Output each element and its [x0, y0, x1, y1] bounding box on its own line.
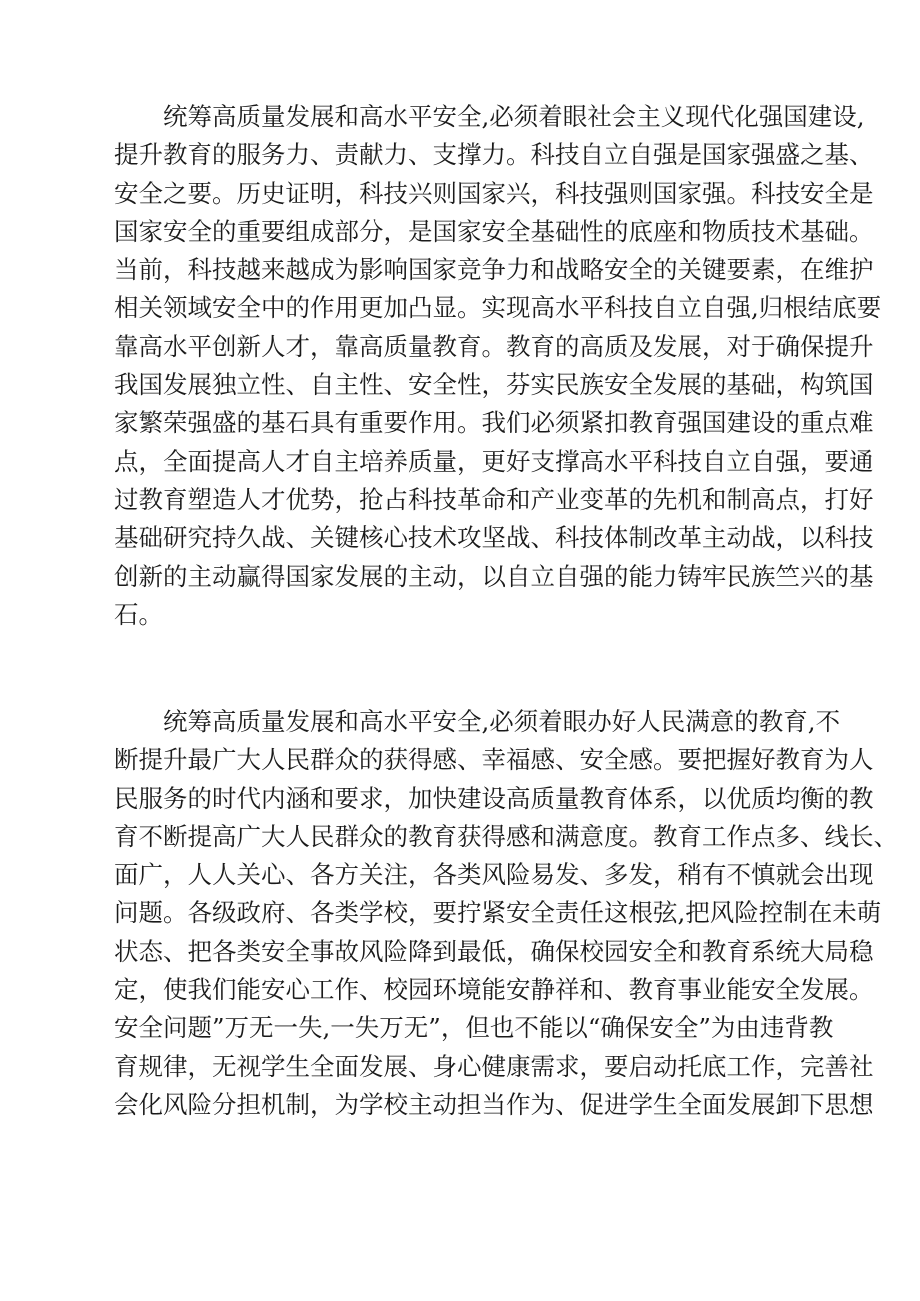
paragraph-line: 当前，科技越来越成为影响国家竞争力和战略安全的关键要素，在维护: [114, 255, 874, 285]
paragraph-line: 定，使我们能安心工作、校园环境能安静祥和、教育事业能安全发展。: [114, 975, 874, 1005]
paragraph-line: 靠高水平创新人才，靠高质量教育。教育的高质及发展，对于确保提升: [114, 331, 874, 361]
paragraph-line: 提升教育的服务力、责献力、支撑力。科技自立自强是国家强盛之基、: [114, 140, 874, 170]
paragraph-line: 安全问题”万无一失,一失万无”，但也不能以“确保安全”为由违背教: [114, 1013, 834, 1043]
paragraph-line: 育规律，无视学生全面发展、身心健康需求，要启动托底工作，完善社: [114, 1051, 874, 1081]
paragraph-line: 育不断提高广大人民群众的教育获得感和满意度。教育工作点多、线长、: [114, 821, 898, 851]
paragraph-line: 家繁荣强盛的基石具有重要作用。我们必须紧扣教育强国建设的重点难: [114, 408, 874, 438]
paragraph-2: [114, 703, 898, 1124]
paragraph-line: 统筹高质量发展和高水平安全,必须着眼办好人民满意的教育,不: [163, 707, 841, 736]
paragraph-line: 基础研究持久战、关键核心技术攻坚战、科技体制改革主动战，以科技: [114, 523, 874, 553]
paragraph-line: 面广，人人关心、各方关注，各类风险易发、多发，稍有不慎就会出现: [114, 860, 874, 890]
paragraph-line: 相关领域安全中的作用更加凸显。实现高水平科技自立自强,归根结底要: [114, 293, 882, 323]
paragraph-line: 国家安全的重要组成部分，是国家安全基础性的底座和物质技术基础。: [114, 216, 874, 246]
paragraph-line: 过教育塑造人才优势，抢占科技革命和产业变革的先机和制高点，打好: [114, 484, 874, 514]
paragraph-line: 统筹高质量发展和高水平安全,必须着眼社会主义现代化强国建设,: [163, 102, 865, 131]
paragraph-line: 断提升最广大人民群众的获得感、幸福感、安全感。要把握好教育为人: [114, 745, 874, 775]
paragraph-line: 民服务的时代内涵和要求，加快建设高质量教育体系，以优质均衡的教: [114, 783, 874, 813]
paragraph-line: 会化风险分担机制，为学校主动担当作为、促进学生全面发展卸下思想: [114, 1089, 874, 1119]
paragraph-1: [114, 98, 882, 634]
paragraph-line: 创新的主动赢得国家发展的主动，以自立自强的能力铸牢民族竺兴的基: [114, 561, 874, 591]
paragraph-line: 问题。各级政府、各类学校，要拧紧安全责任这根弦,把风险控制在未萌: [114, 898, 882, 928]
paragraph-line: 状态、把各类安全事故风险降到最低，确保校园安全和教育系统大局稳: [114, 936, 874, 966]
paragraph-line: 点，全面提高人才自主培养质量，更好支撑高水平科技自立自强，要通: [114, 446, 874, 476]
paragraph-line: 我国发展独立性、自主性、安全性，芬实民族安全发展的基础，构筑国: [114, 370, 874, 400]
paragraph-line: 安全之要。历史证明，科技兴则国家兴，科技强则国家强。科技安全是: [114, 178, 874, 208]
paragraph-line: 石。: [114, 599, 163, 629]
